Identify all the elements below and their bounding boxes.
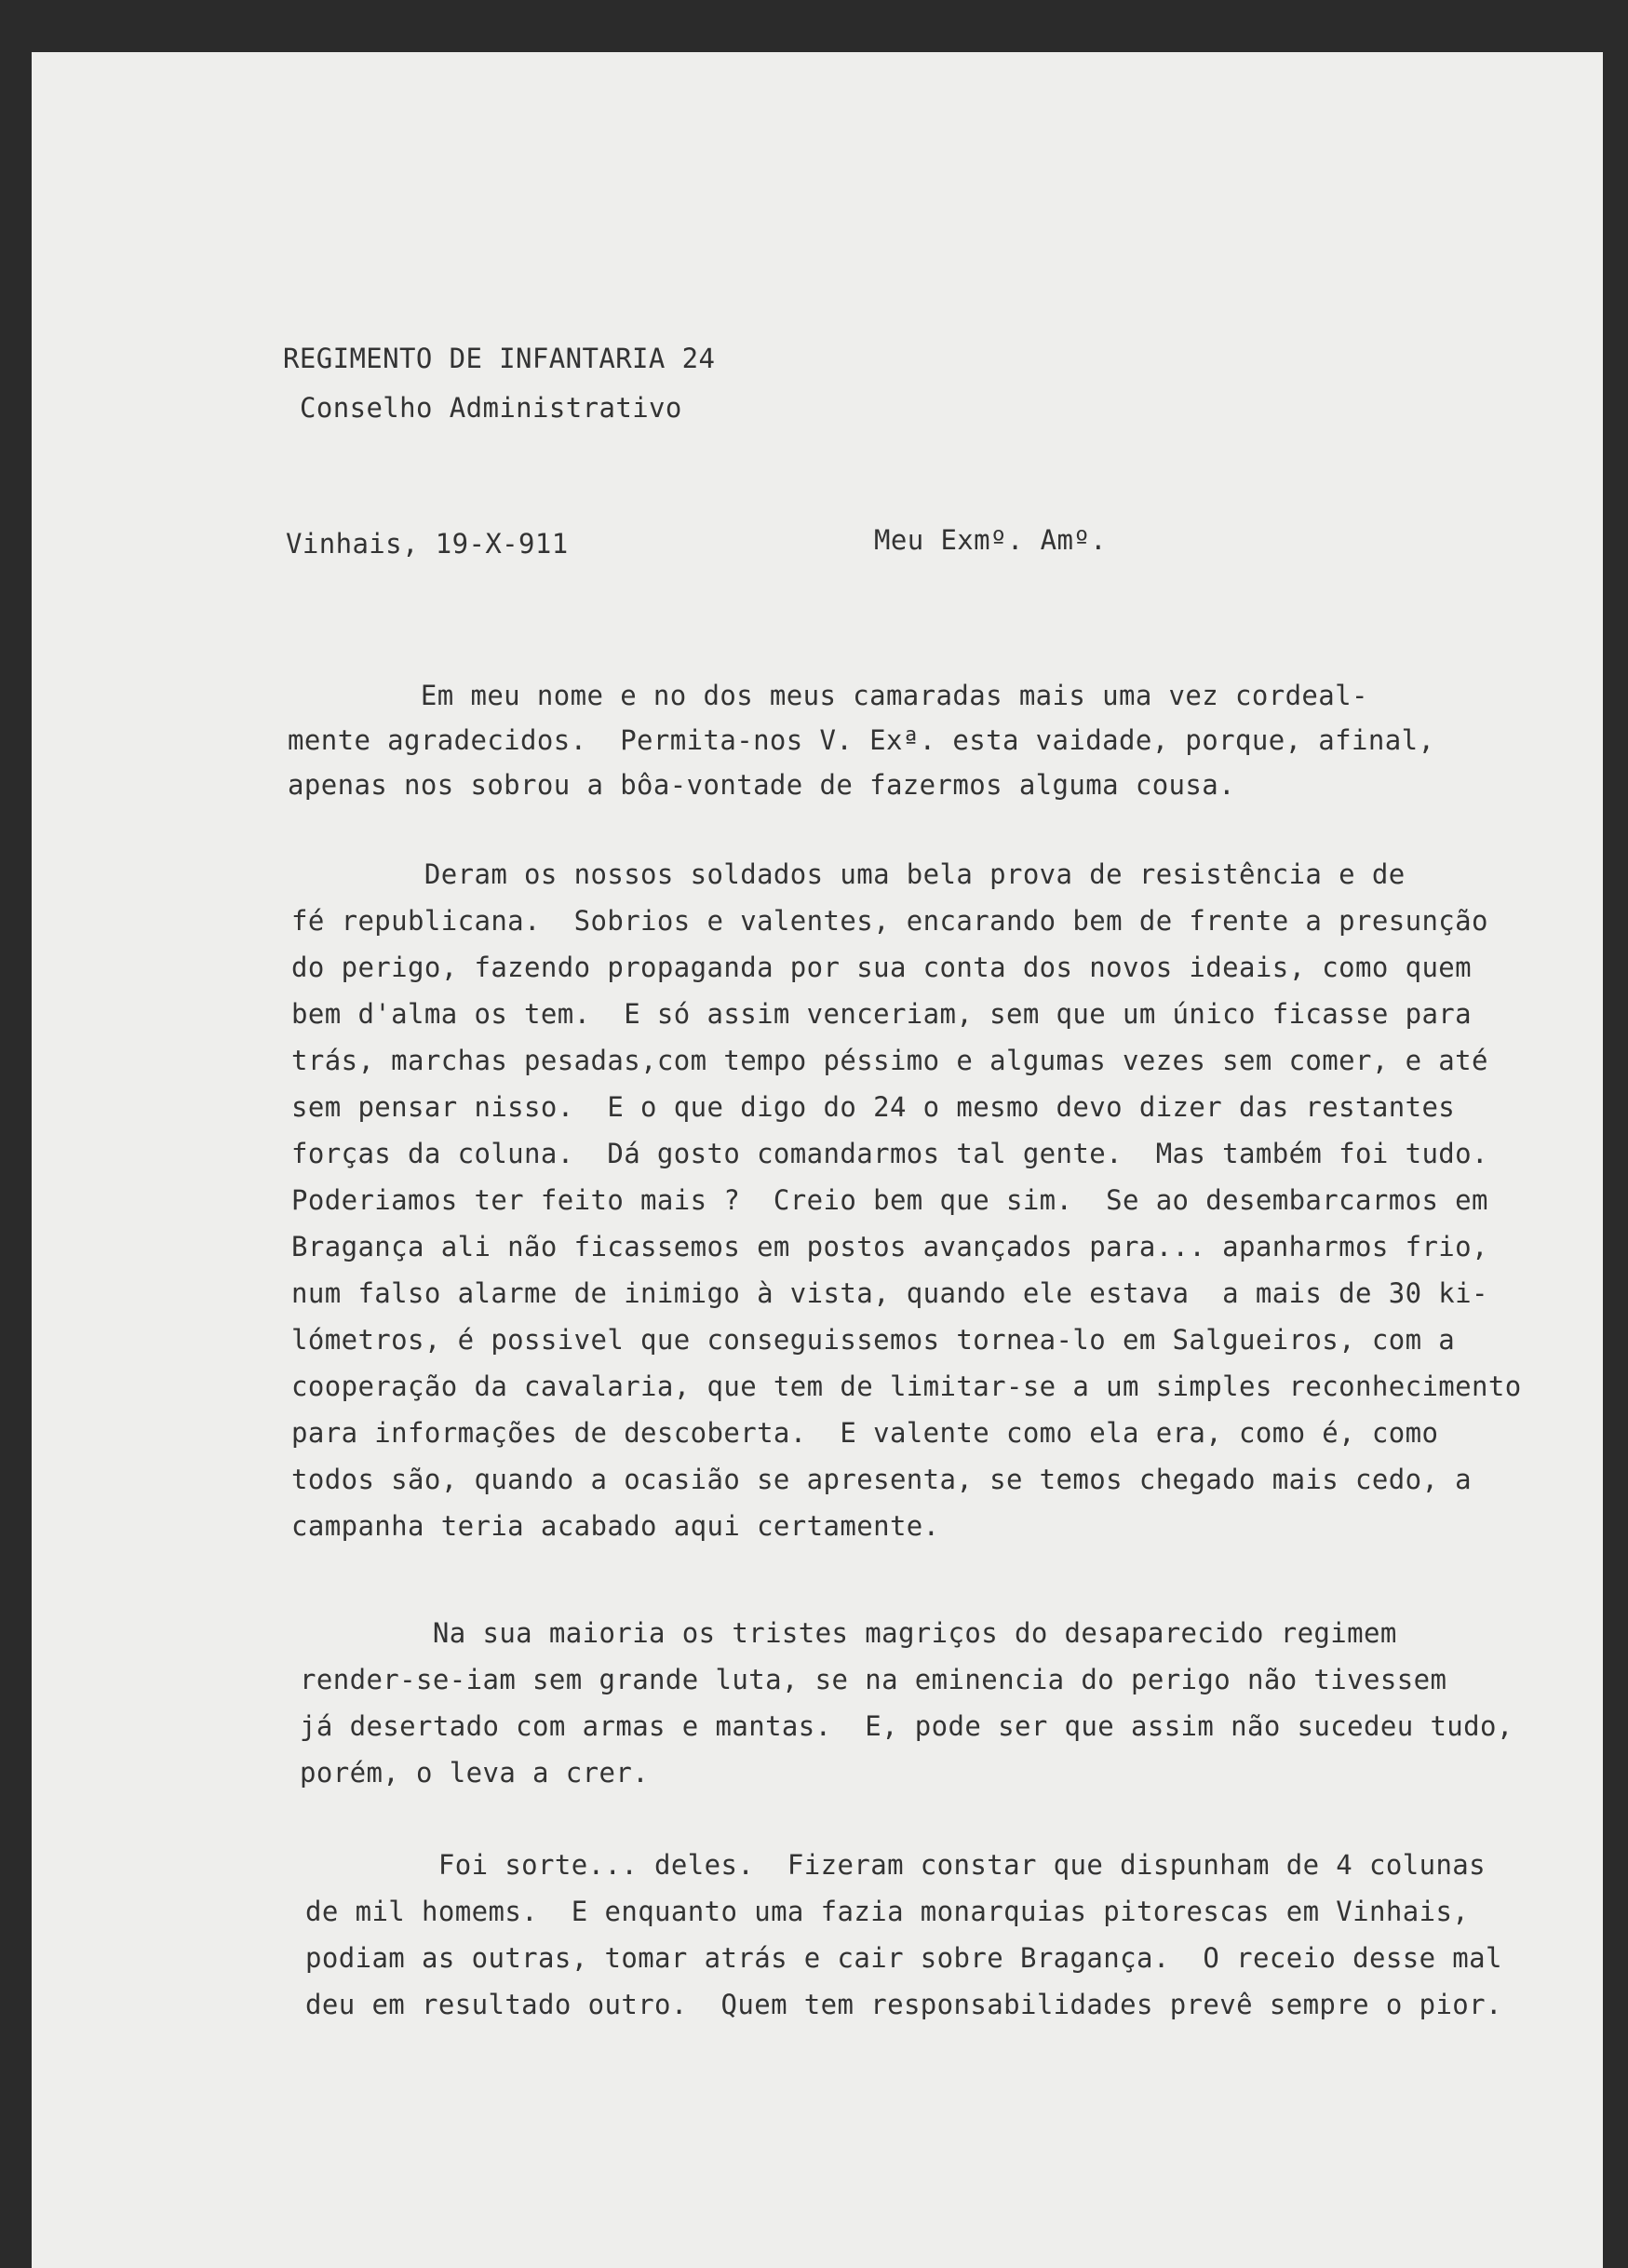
paragraph-2 [291, 851, 1522, 1549]
letterhead-line-1: REGIMENTO DE INFANTARIA 24 [283, 343, 716, 374]
paragraph-3 [300, 1610, 1514, 1796]
text-line: Em meu nome e no dos meus camaradas mais uma vez cordeal- [288, 680, 1368, 711]
text-line: campanha teria acabado aqui certamente. [291, 1510, 940, 1542]
text-line: Poderiamos ter feito mais ? Creio bem que sim. Se ao desembarcarmos em [291, 1184, 1488, 1216]
place-date: Vinhais, 19-X-911 [286, 528, 569, 560]
text-line: deu em resultado outro. Quem tem responsabilidades prevê sempre o pior. [305, 1989, 1502, 2020]
text-line: sem pensar nisso. E o que digo do 24 o mesmo devo dizer das restantes [291, 1091, 1456, 1123]
text-line: do perigo, fazendo propaganda por sua conta dos novos ideais, como quem [291, 952, 1473, 983]
text-line: fé republicana. Sobrios e valentes, encarando bem de frente a presunção [291, 905, 1488, 937]
text-line: mente agradecidos. Permita-nos V. Exª. esta vaidade, porque, afinal, [288, 724, 1435, 756]
text-line: para informações de descoberta. E valente como ela era, como é, como [291, 1417, 1439, 1449]
text-line: num falso alarme de inimigo à vista, quando ele estava a mais de 30 ki- [291, 1277, 1488, 1309]
paragraph-1 [288, 673, 1434, 807]
salutation: Meu Exmº. Amº. [874, 524, 1108, 556]
text-line: todos são, quando a ocasião se apresenta, se temos chegado mais cedo, a [291, 1464, 1473, 1495]
text-line: Na sua maioria os tristes magriços do desaparecido regimem [300, 1617, 1397, 1649]
text-line: Bragança ali não ficassemos em postos avançados para... apanharmos frio, [291, 1231, 1488, 1262]
text-line: já desertado com armas e mantas. E, pode ser que assim não sucedeu tudo, [300, 1710, 1514, 1742]
text-line: lómetros, é possivel que conseguissemos tornea-lo em Salgueiros, com a [291, 1324, 1456, 1356]
text-line: trás, marchas pesadas,com tempo péssimo e algumas vezes sem comer, e até [291, 1045, 1488, 1076]
text-line: cooperação da cavalaria, que tem de limitar-se a um simples reconhecimento [291, 1370, 1522, 1402]
text-line: bem d'alma os tem. E só assim venceriam, sem que um único ficasse para [291, 998, 1473, 1030]
text-line: Deram os nossos soldados uma bela prova de resistência e de [291, 858, 1406, 890]
text-line: Foi sorte... deles. Fizeram constar que dispunham de 4 colunas [305, 1849, 1487, 1881]
letterhead-line-2: Conselho Administrativo [300, 392, 682, 424]
text-line: de mil homems. E enquanto uma fazia monarquias pitorescas em Vinhais, [305, 1896, 1470, 1927]
text-line: apenas nos sobrou a bôa-vontade de fazermos alguma cousa. [288, 769, 1235, 801]
text-line: podiam as outras, tomar atrás e cair sobre Bragança. O receio desse mal [305, 1942, 1502, 1974]
text-line: porém, o leva a crer. [300, 1757, 650, 1789]
text-line: forças da coluna. Dá gosto comandarmos tal gente. Mas também foi tudo. [291, 1138, 1488, 1169]
paragraph-4 [305, 1842, 1502, 2028]
text-line: render-se-iam sem grande luta, se na eminencia do perigo não tivessem [300, 1664, 1447, 1695]
